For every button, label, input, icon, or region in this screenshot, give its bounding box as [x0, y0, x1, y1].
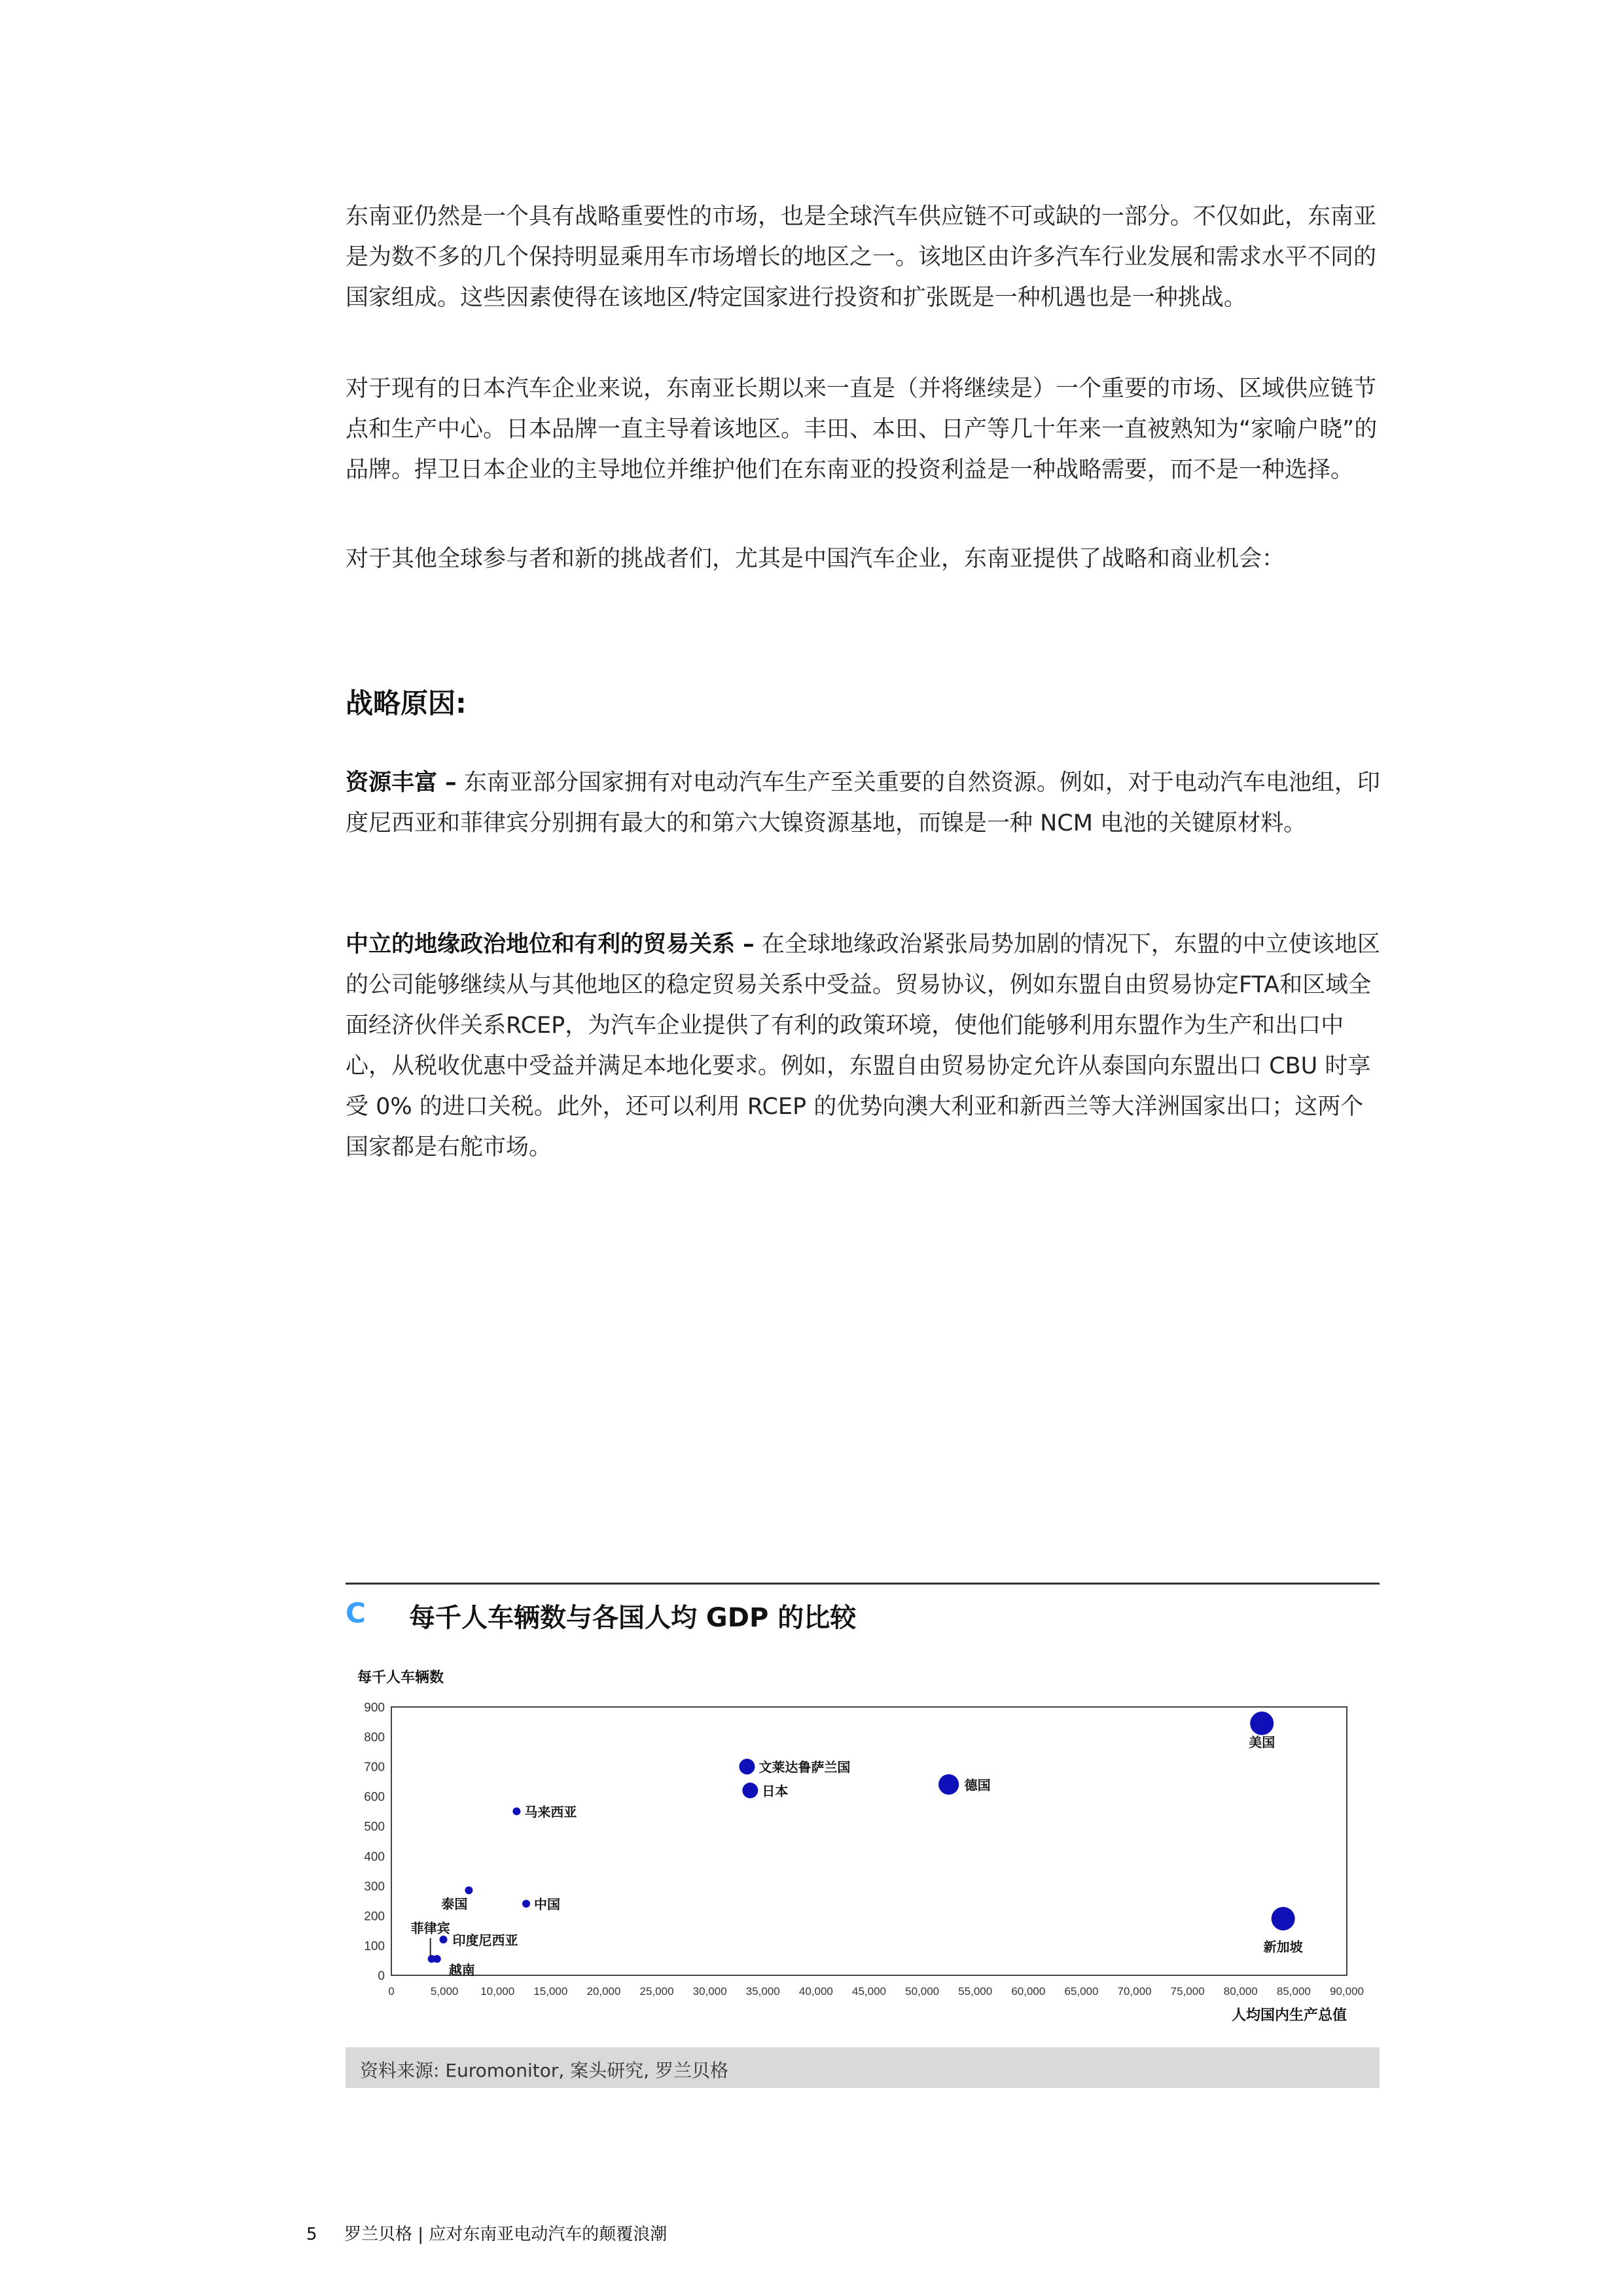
x-tick-label: 80,000: [1223, 1985, 1258, 1998]
section-heading: 战略原因:: [346, 687, 467, 719]
label-越南: 越南: [448, 1963, 475, 1978]
reason-geopolitics-lead: 中立的地缘政治地位和有利的贸易关系 –: [346, 931, 755, 958]
point-中国: [522, 1900, 530, 1908]
x-tick-label: 40,000: [798, 1985, 833, 1998]
x-tick-label: 35,000: [745, 1985, 780, 1998]
label-德国: 德国: [964, 1778, 991, 1793]
page-number: 5: [306, 2225, 317, 2244]
y-axis-title: 每千人车辆数: [357, 1669, 444, 1685]
point-labels: [411, 1734, 1304, 1978]
y-tick-label: 700: [364, 1761, 385, 1775]
point-德国: [938, 1774, 959, 1795]
intro-paragraph-1: 东南亚仍然是一个具有战略重要性的市场，也是全球汽车供应链不可或缺的一部分。不仅如此，东南亚是为数不多的几个保持明显乘用车市场增长的地区之一。该地区由许多汽车行业发展和需求水平不同的国家组成。这些因素使得在该地区/特定国家进行投资和扩张既是一种机遇也是一种挑战。: [346, 204, 1377, 311]
y-axis-ticks: [364, 1701, 385, 1983]
x-tick-label: 0: [388, 1985, 395, 1998]
intro-paragraph-3: 对于其他全球参与者和新的挑战者们，尤其是中国汽车企业，东南亚提供了战略和商业机会：: [346, 546, 1285, 572]
y-tick-label: 800: [364, 1731, 385, 1745]
x-tick-label: 20,000: [586, 1985, 621, 1998]
intro-paragraph-2: 对于现有的日本汽车企业来说，东南亚长期以来一直是（并将继续是）一个重要的市场、区域供应链节点和生产中心。日本品牌一直主导着该地区。丰田、本田、日产等几十年来一直被熟知为“家喻户晓”的品牌。捍卫日本企业的主导地位并维护他们在东南亚的投资利益是一种战略需要，而不是一种选择。: [346, 376, 1378, 483]
x-tick-label: 55,000: [958, 1985, 993, 1998]
y-tick-label: 400: [364, 1850, 385, 1864]
x-tick-label: 10,000: [480, 1985, 515, 1998]
reason-geopolitics-text: 在全球地缘政治紧张局势加剧的情况下，东盟的中立使该地区的公司能够继续从与其他地区的稳定贸易关系中受益。贸易协议，例如东盟自由贸易协定FTA和区域全面经济伙伴关系RCEP，为汽车企业提供了有利的政策环境，使他们能够利用东盟作为生产和出口中心，从税收优惠中受益并满足本地化要求。例如，东盟自由贸易协定允许从泰国向东盟出口 CBU 时享受 0% 的进口关税。此外，还可以利用 RCEP 的优势向澳大利亚和新西兰等大洋洲国家出口；这两个国家都是右舵市场。: [346, 931, 1380, 1160]
page-footer: [306, 2221, 667, 2245]
x-tick-label: 25,000: [639, 1985, 674, 1998]
label-文莱达鲁萨兰国: 文莱达鲁萨兰国: [758, 1761, 851, 1776]
chart-top-rule: [346, 1583, 1380, 1585]
label-马来西亚: 马来西亚: [524, 1805, 577, 1820]
x-tick-label: 45,000: [852, 1985, 886, 1998]
footer-title: 罗兰贝格 | 应对东南亚电动汽车的颠覆浪潮: [344, 2225, 668, 2244]
y-tick-label: 300: [364, 1880, 385, 1894]
source-text: 资料来源: Euromonitor, 案头研究, 罗兰贝格: [360, 2060, 728, 2081]
reason-geopolitics: [346, 924, 1386, 1168]
x-tick-label: 15,000: [533, 1985, 568, 1998]
x-tick-label: 50,000: [905, 1985, 940, 1998]
label-新加坡: 新加坡: [1263, 1940, 1303, 1955]
x-tick-label: 70,000: [1117, 1985, 1152, 1998]
x-axis-title: 人均国内生产总值: [1231, 2007, 1347, 2023]
chart-title: 每千人车辆数与各国人均 GDP 的比较: [409, 1603, 857, 1633]
point-印度尼西亚: [439, 1935, 447, 1943]
reason-resources: [346, 762, 1386, 844]
plot-frame: [391, 1707, 1347, 1975]
source-bar: [346, 2047, 1380, 2088]
label-中国: 中国: [534, 1897, 561, 1912]
label-印度尼西亚: 印度尼西亚: [452, 1933, 518, 1948]
y-tick-label: 100: [364, 1939, 385, 1954]
label-美国: 美国: [1249, 1736, 1275, 1751]
y-tick-label: 900: [364, 1701, 385, 1715]
data-points: [428, 1712, 1295, 1963]
x-axis-ticks: [388, 1985, 1364, 1998]
point-越南: [433, 1955, 441, 1963]
x-tick-label: 75,000: [1170, 1985, 1205, 1998]
point-日本: [742, 1783, 758, 1799]
x-tick-label: 90,000: [1330, 1985, 1364, 1998]
y-tick-label: 0: [378, 1969, 385, 1983]
scatter-chart: [346, 1662, 1380, 2029]
chart-letter: C: [346, 1597, 366, 1629]
point-文莱达鲁萨兰国: [739, 1759, 755, 1774]
x-tick-label: 60,000: [1011, 1985, 1046, 1998]
x-tick-label: 30,000: [692, 1985, 727, 1998]
x-tick-label: 85,000: [1276, 1985, 1311, 1998]
point-美国: [1250, 1712, 1274, 1735]
reason-resources-lead: 资源丰富 –: [346, 770, 457, 796]
point-马来西亚: [512, 1807, 520, 1815]
y-tick-label: 500: [364, 1820, 385, 1835]
x-tick-label: 65,000: [1064, 1985, 1099, 1998]
label-菲律宾: 菲律宾: [410, 1921, 450, 1936]
x-tick-label: 5,000: [430, 1985, 459, 1998]
y-tick-label: 200: [364, 1909, 385, 1924]
point-泰国: [465, 1886, 473, 1894]
point-新加坡: [1272, 1907, 1295, 1930]
label-日本: 日本: [762, 1784, 789, 1799]
label-泰国: 泰国: [441, 1897, 468, 1912]
y-tick-label: 600: [364, 1790, 385, 1804]
reason-resources-text: 东南亚部分国家拥有对电动汽车生产至关重要的自然资源。例如，对于电动汽车电池组，印度尼西亚和菲律宾分别拥有最大的和第六大镍资源基地，而镍是一种 NCM 电池的关键原材料。: [346, 770, 1380, 836]
